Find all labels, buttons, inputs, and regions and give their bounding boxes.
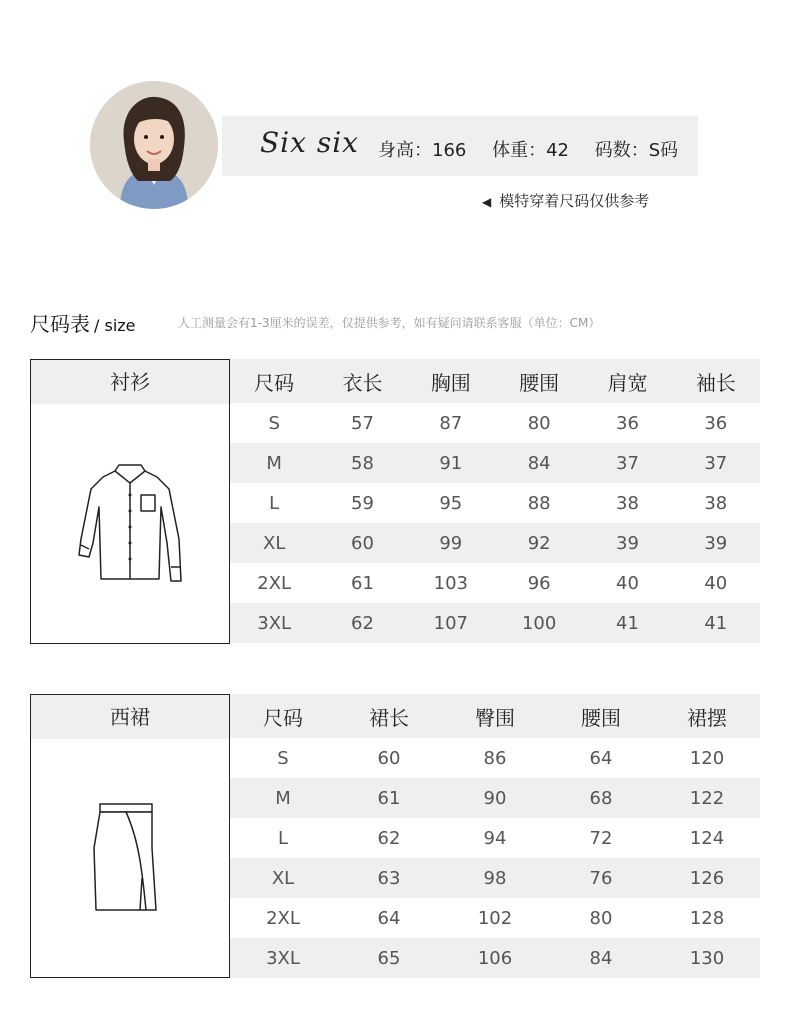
table-cell: 68 (548, 778, 654, 818)
table-cell: 102 (477, 907, 513, 929)
model-height: 身高：166 (378, 140, 467, 161)
table-cell: 61 (336, 778, 442, 818)
column-header: 肩宽 (583, 359, 671, 403)
table-cell: 88 (527, 492, 551, 514)
model-stats (378, 136, 698, 162)
table-cell: 126 (654, 858, 760, 898)
model-weight: 体重：42 (492, 140, 569, 161)
table-cell: 39 (672, 523, 760, 563)
table-cell: 38 (616, 492, 639, 514)
table-cell: 96 (527, 572, 551, 594)
table-cell: 84 (548, 938, 654, 978)
table-cell: 98 (442, 858, 548, 898)
table-cell: 64 (589, 747, 613, 769)
table-cell: 3XL (230, 938, 336, 978)
table-cell: 99 (407, 523, 495, 563)
table-cell: 3XL (230, 603, 318, 643)
model-photo (90, 81, 218, 209)
triangle-left-icon: ◀ (482, 195, 492, 209)
table-row (230, 738, 760, 778)
column-header: 裙长 (336, 694, 442, 738)
table-cell: 124 (689, 827, 725, 849)
table-cell: 107 (407, 603, 495, 643)
table-row (230, 858, 760, 898)
table-cell: 40 (616, 572, 639, 594)
table-cell: 62 (377, 827, 401, 849)
table-cell: 128 (689, 907, 725, 929)
column-header: 腰围 (548, 694, 654, 738)
table-row (230, 483, 760, 523)
table-cell: S (268, 412, 280, 434)
table-cell: 41 (583, 603, 671, 643)
table-cell: 40 (704, 572, 728, 594)
table-row (230, 523, 760, 563)
table-cell: 86 (483, 747, 507, 769)
table-cell: 95 (439, 492, 463, 514)
model-signature: Six six (260, 126, 359, 159)
table-cell: 122 (654, 778, 760, 818)
skirt-label: 西裙 (31, 695, 229, 739)
column-header: 衣长 (318, 359, 406, 403)
table-cell: 92 (495, 523, 583, 563)
table-cell: S (277, 747, 289, 769)
table-cell: L (277, 827, 289, 849)
column-header: 袖长 (672, 359, 760, 403)
measurement-disclaimer: 人工测量会有1-3厘米的误差，仅提供参考，如有疑问请联系客服（单位：CM） (178, 316, 601, 330)
table-cell: 60 (318, 523, 406, 563)
table-cell: 120 (689, 747, 725, 769)
table-row (230, 563, 760, 603)
column-header: 裙摆 (654, 694, 760, 738)
table-cell: 38 (704, 492, 728, 514)
table-header-row (230, 694, 760, 738)
table-cell: 90 (442, 778, 548, 818)
table-cell: 2XL (257, 572, 292, 594)
table-cell: 87 (439, 412, 463, 434)
skirt-icon-panel (30, 694, 230, 978)
size-chart-title (30, 308, 136, 337)
table-cell: 41 (672, 603, 760, 643)
column-header: 尺码 (230, 694, 336, 738)
title-en: / size (94, 316, 136, 335)
note-text: 模特穿着尺码仅供参考 (499, 192, 650, 210)
shirt-icon-panel (30, 359, 230, 644)
table-cell: 62 (318, 603, 406, 643)
shirt-label: 衬衫 (31, 360, 229, 404)
column-header: 胸围 (407, 359, 495, 403)
column-header: 腰围 (495, 359, 583, 403)
table-cell: 58 (318, 443, 406, 483)
model-size: 码数：S码 (594, 140, 679, 161)
skirt-drawing (31, 739, 229, 977)
table-cell: 80 (589, 907, 613, 929)
table-cell: 60 (377, 747, 401, 769)
column-header: 尺码 (230, 359, 318, 403)
table-row (230, 443, 760, 483)
table-row (230, 778, 760, 818)
table-cell: 72 (589, 827, 613, 849)
shirt-drawing (31, 404, 229, 643)
table-row (230, 603, 760, 643)
table-cell: 37 (583, 443, 671, 483)
table-cell: 59 (351, 492, 374, 514)
table-cell: 57 (351, 412, 374, 434)
table-cell: 64 (377, 907, 401, 929)
table-cell: 76 (548, 858, 654, 898)
shirt-icon (75, 459, 185, 589)
table-row (230, 818, 760, 858)
table-cell: L (269, 492, 280, 514)
table-cell: 80 (527, 412, 551, 434)
shirt-size-table (230, 359, 760, 643)
table-cell: 2XL (266, 907, 300, 929)
table-cell: M (230, 778, 336, 818)
skirt-icon (90, 798, 170, 918)
title-text: 尺码表 (30, 312, 90, 336)
table-cell: M (230, 443, 318, 483)
table-cell: 91 (407, 443, 495, 483)
column-header: 臀围 (442, 694, 548, 738)
table-header-row (230, 359, 760, 403)
table-row (230, 898, 760, 938)
table-cell: 36 (704, 412, 728, 434)
table-cell: 106 (442, 938, 548, 978)
table-cell: 94 (483, 827, 507, 849)
table-cell: 130 (654, 938, 760, 978)
model-size-note (482, 190, 649, 211)
table-cell: 37 (672, 443, 760, 483)
table-cell: 103 (433, 572, 468, 594)
table-cell: 36 (616, 412, 639, 434)
table-cell: XL (230, 858, 336, 898)
skirt-size-table (230, 694, 760, 978)
table-cell: 65 (336, 938, 442, 978)
table-cell: 84 (495, 443, 583, 483)
table-cell: XL (230, 523, 318, 563)
table-cell: 61 (351, 572, 374, 594)
table-cell: 39 (583, 523, 671, 563)
table-cell: 100 (495, 603, 583, 643)
table-row (230, 403, 760, 443)
table-row (230, 938, 760, 978)
table-cell: 63 (336, 858, 442, 898)
